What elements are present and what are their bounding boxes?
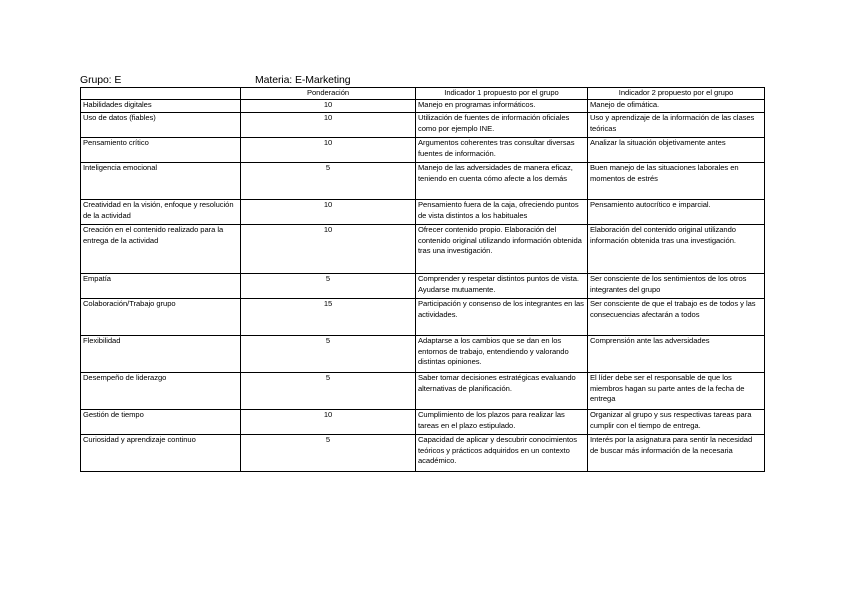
indicator-1-cell: Capacidad de aplicar y descubrir conocimientos teóricos y prácticos adquiridos en un contexto académico. (416, 435, 588, 472)
indicator-2-cell: Ser consciente de los sentimientos de los otros integrantes del grupo (588, 274, 765, 299)
indicator-1-cell: Argumentos coherentes tras consultar diversas fuentes de información. (416, 138, 588, 163)
skill-cell: Desempeño de liderazgo (81, 373, 241, 410)
table-row (81, 138, 765, 163)
table-row (81, 113, 765, 138)
skill-cell: Creación en el contenido realizado para la entrega de la actividad (81, 225, 241, 274)
weight-cell: 5 (241, 336, 416, 373)
table-row (81, 373, 765, 410)
table-row (81, 410, 765, 435)
skill-cell: Curiosidad y aprendizaje continuo (81, 435, 241, 472)
skill-cell: Colaboración/Trabajo grupo (81, 299, 241, 336)
skill-cell: Creatividad en la visión, enfoque y resolución de la actividad (81, 200, 241, 225)
indicator-2-cell: Ser consciente de que el trabajo es de todos y las consecuencias afectarán a todos (588, 299, 765, 336)
indicator-1-cell: Pensamiento fuera de la caja, ofreciendo puntos de vista distintos a los habituales (416, 200, 588, 225)
weight-cell: 10 (241, 100, 416, 113)
indicator-1-cell: Ofrecer contenido propio. Elaboración del contenido original utilizando información obtenida tras una investigación. (416, 225, 588, 274)
skill-cell: Gestión de tiempo (81, 410, 241, 435)
weight-cell: 10 (241, 410, 416, 435)
table-row (81, 225, 765, 274)
indicator-2-cell: Analizar la situación objetivamente antes (588, 138, 765, 163)
table-row (81, 274, 765, 299)
weight-cell: 10 (241, 113, 416, 138)
column-header-indicator-2: Indicador 2 propuesto por el grupo (588, 88, 765, 100)
skill-cell: Empatía (81, 274, 241, 299)
subject-label: Materia: E-Marketing (255, 74, 351, 86)
column-header-indicator-1: Indicador 1 propuesto por el grupo (416, 88, 588, 100)
skill-cell: Uso de datos (fiables) (81, 113, 241, 138)
indicator-2-cell: Organizar al grupo y sus respectivas tareas para cumplir con el tiempo de entrega. (588, 410, 765, 435)
skill-cell: Habilidades digitales (81, 100, 241, 113)
weight-cell: 10 (241, 138, 416, 163)
indicator-2-cell: Manejo de ofimática. (588, 100, 765, 113)
skill-cell: Inteligencia emocional (81, 163, 241, 200)
indicator-2-cell: Buen manejo de las situaciones laborales en momentos de estrés (588, 163, 765, 200)
weight-cell: 10 (241, 200, 416, 225)
weight-cell: 15 (241, 299, 416, 336)
column-header-weight: Ponderación (241, 88, 416, 100)
weight-cell: 5 (241, 373, 416, 410)
weight-cell: 5 (241, 274, 416, 299)
table-row (81, 100, 765, 113)
table-row (81, 163, 765, 200)
indicator-2-cell: Elaboración del contenido original utilizando información obtenida tras una investigación. (588, 225, 765, 274)
weight-cell: 10 (241, 225, 416, 274)
indicator-1-cell: Manejo en programas informáticos. (416, 100, 588, 113)
indicator-1-cell: Adaptarse a los cambios que se dan en los entornos de trabajo, entendiendo y valorando distintas opiniones. (416, 336, 588, 373)
table-row (81, 435, 765, 472)
indicator-1-cell: Saber tomar decisiones estratégicas evaluando alternativas de planificación. (416, 373, 588, 410)
table-row (81, 200, 765, 225)
table-row (81, 299, 765, 336)
weight-cell: 5 (241, 435, 416, 472)
skill-cell: Flexibilidad (81, 336, 241, 373)
indicator-1-cell: Manejo de las adversidades de manera eficaz, teniendo en cuenta cómo afecte a los demás (416, 163, 588, 200)
group-label: Grupo: E (80, 74, 122, 86)
indicator-2-cell: Pensamiento autocrítico e imparcial. (588, 200, 765, 225)
table-row (81, 336, 765, 373)
rubric-table (80, 87, 765, 472)
indicator-1-cell: Utilización de fuentes de información oficiales como por ejemplo INE. (416, 113, 588, 138)
weight-cell: 5 (241, 163, 416, 200)
column-header-skill (81, 88, 241, 100)
indicator-2-cell: El líder debe ser el responsable de que los miembros hagan su parte antes de la fecha de entrega (588, 373, 765, 410)
indicator-1-cell: Cumplimiento de los plazos para realizar las tareas en el plazo estipulado. (416, 410, 588, 435)
indicator-1-cell: Comprender y respetar distintos puntos de vista. Ayudarse mutuamente. (416, 274, 588, 299)
indicator-2-cell: Comprensión ante las adversidades (588, 336, 765, 373)
indicator-2-cell: Uso y aprendizaje de la información de las clases teóricas (588, 113, 765, 138)
table-header-row (81, 88, 765, 100)
skill-cell: Pensamiento crítico (81, 138, 241, 163)
indicator-2-cell: Interés por la asignatura para sentir la necesidad de buscar más información de la necesaria (588, 435, 765, 472)
indicator-1-cell: Participación y consenso de los integrantes en las actividades. (416, 299, 588, 336)
